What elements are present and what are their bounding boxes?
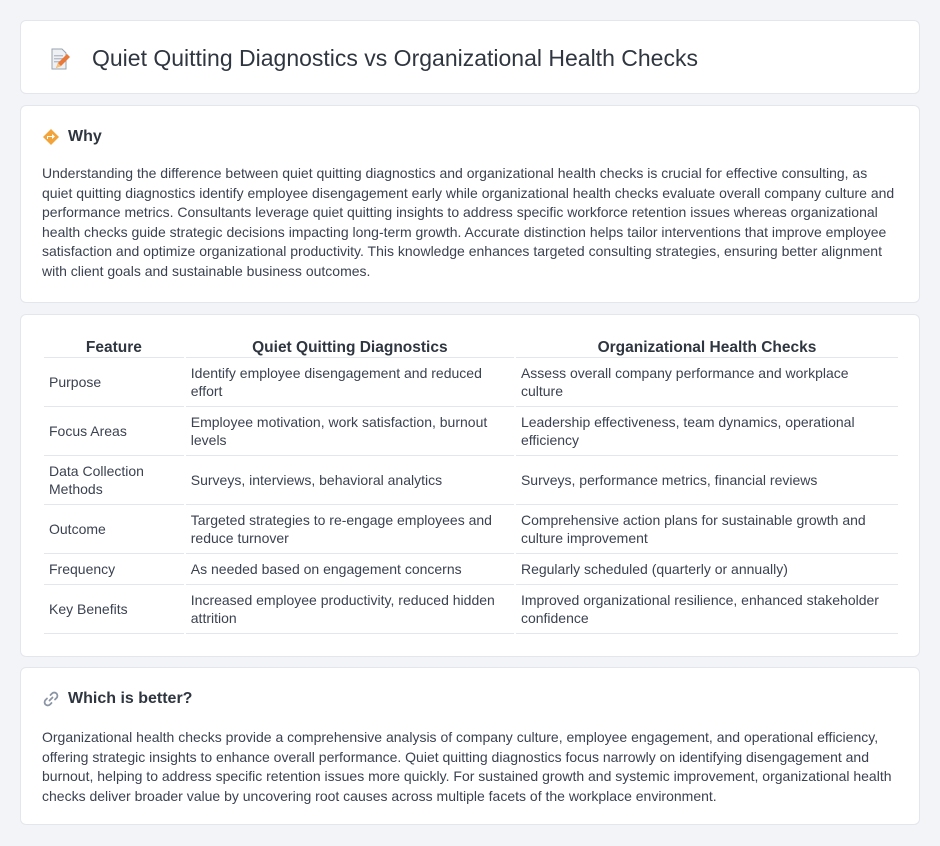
row-org-health: Comprehensive action plans for sustainable growth and culture improvement [516,505,898,554]
row-feature: Frequency [44,554,184,585]
table-row [44,554,898,585]
row-org-health: Leadership effectiveness, team dynamics, operational efficiency [516,407,898,456]
row-quiet-quitting: Identify employee disengagement and reduced effort [186,358,514,407]
comparison-section [20,314,920,657]
row-quiet-quitting: As needed based on engagement concerns [186,554,514,585]
better-text: Organizational health checks provide a comprehensive analysis of company culture, employee engagement, and operational efficiency, offering strategic insights to enhance overall performance. Quiet quitting diagnostics focus narrowly on identifying disengagement and burnout, helping to address specific retention issues more quickly. For sustained growth and systemic improvement, organizational health checks deliver broader value by uncovering root causes across multiple facets of the workplace environment. [42,729,892,804]
page-title: Quiet Quitting Diagnostics vs Organizational Health Checks [92,45,698,71]
row-feature: Data Collection Methods [44,456,184,505]
title-card [20,20,920,94]
table-row [44,585,898,634]
table-row [44,456,898,505]
row-org-health: Surveys, performance metrics, financial reviews [516,456,898,505]
why-section [20,105,920,303]
row-quiet-quitting: Increased employee productivity, reduced hidden attrition [186,585,514,634]
row-feature: Focus Areas [44,407,184,456]
row-feature: Outcome [44,505,184,554]
row-quiet-quitting: Employee motivation, work satisfaction, burnout levels [186,407,514,456]
better-title: Which is better? [68,690,193,707]
diamond-signpost-icon [42,128,60,146]
comparison-table [42,336,900,634]
row-quiet-quitting: Surveys, interviews, behavioral analytics [186,456,514,505]
table-row [44,407,898,456]
header-quiet-quitting: Quiet Quitting Diagnostics [186,336,514,358]
which-better-section [20,667,920,825]
row-org-health: Assess overall company performance and workplace culture [516,358,898,407]
row-org-health: Regularly scheduled (quarterly or annually) [516,554,898,585]
table-header-row [44,336,898,358]
header-org-health: Organizational Health Checks [516,336,898,358]
row-feature: Purpose [44,358,184,407]
row-org-health: Improved organizational resilience, enhanced stakeholder confidence [516,585,898,634]
row-feature: Key Benefits [44,585,184,634]
header-feature: Feature [44,336,184,358]
row-quiet-quitting: Targeted strategies to re-engage employees and reduce turnover [186,505,514,554]
table-row [44,358,898,407]
why-heading [42,128,102,146]
table-row [44,505,898,554]
link-icon [42,690,60,708]
why-text: Understanding the difference between quiet quitting diagnostics and organizational health checks is crucial for effective consulting, as quiet quitting diagnostics identify employee disengagement early while organizational health checks evaluate overall company culture and performance metrics. Consultants leverage quiet quitting insights to address specific workforce retention issues whereas organizational health checks guide strategic decisions impacting long-term growth. Accurate distinction helps tailor interventions that improve employee satisfaction and optimize organizational productivity. This knowledge enhances targeted consulting strategies, ensuring better alignment with client goals and sustainable business outcomes. [42,165,895,279]
document-pen-icon [47,47,71,71]
better-heading [42,690,192,708]
why-title: Why [68,128,102,145]
